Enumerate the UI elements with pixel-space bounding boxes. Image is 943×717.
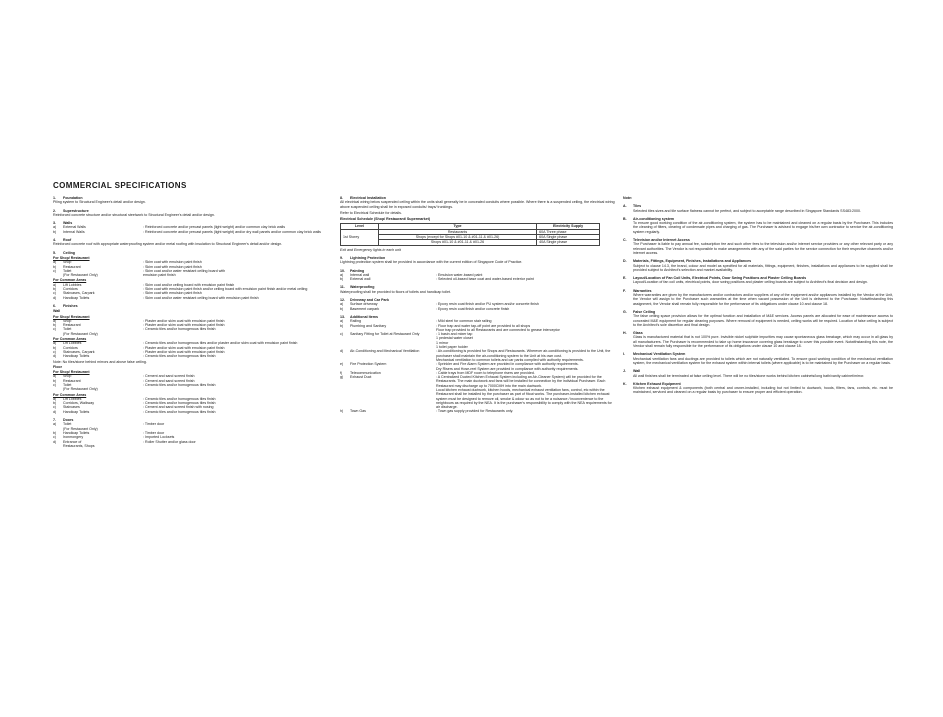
row-value: : Skim coat with emulsion paint finish — [143, 260, 202, 265]
row-value: : Skim coat with emulsion paint finish — [143, 291, 202, 296]
row-label: Toilet — [63, 422, 72, 427]
subheading: For Shop/ Restaurant — [53, 370, 90, 375]
note-item — [623, 310, 893, 327]
row-letter: d) — [340, 349, 344, 354]
table-cell: Shops #01-10 & #01-11 & #01-26 — [378, 240, 536, 245]
note-text: Selected tiles sizes and tile surface flatness cannot be perfect, and subject to acceptable range described in Singapore Standards SS483:2000. — [633, 208, 861, 213]
note-heading: Mechanical Ventilation System — [633, 352, 686, 357]
subheading-floor: Floor — [53, 364, 62, 369]
row-letter: g) — [340, 375, 344, 380]
row-value: : Ceramic tiles and/or homogenous tiles finish — [143, 409, 216, 414]
row-value — [143, 444, 325, 448]
note-item — [623, 204, 893, 213]
row-label: Town Gas — [350, 409, 366, 414]
row-label: Handicap Toilets — [63, 430, 90, 435]
section-number: 6. — [53, 303, 56, 308]
note-letter: D. — [623, 259, 627, 264]
row-value: : Selected oil-based base coat and water-based exterior paint — [436, 277, 534, 282]
table-cell: 60A Single phase — [537, 235, 600, 240]
row-letter: b) — [53, 323, 57, 328]
row-letter: e) — [340, 362, 344, 367]
row-letter: d) — [53, 295, 57, 300]
section-text: Piling system to Structural Engineer's detail and/or design. — [53, 200, 146, 205]
section-heading: Lightning Protection — [350, 255, 386, 260]
note-heading: Television and/or Internet Access — [633, 238, 690, 243]
section-number: 13. — [340, 314, 345, 319]
row-letter: b) — [53, 345, 57, 350]
section-number: 7. — [53, 418, 56, 423]
row-value: : Sprinkler and Fire Alarm System are provided in compliance with authority requirements. Dry Risers and Hose-reel System are provided in compliance with authority requirements. — [436, 362, 579, 371]
row-label: Toilet — [63, 327, 72, 332]
note-text: Layout/Location of fan coil units, electrical points, door swing positions and plaster ceiling boards are subject to Architect's final decision and design. — [633, 280, 868, 285]
note-heading: Layout/Location of Fan Coil Units, Electrical Points, Door Swing Positions and Plaster Ceiling Boards — [633, 276, 807, 281]
section-number: 2. — [53, 208, 56, 213]
spec-row — [53, 387, 325, 391]
section-ceiling — [53, 251, 325, 300]
note-item — [623, 331, 893, 348]
row-label: Handicap Toilets — [63, 409, 90, 414]
row-letter: a) — [53, 422, 57, 427]
note-heading: Air-conditioning system — [633, 216, 675, 221]
section-text: Waterproofing shall be provided to floors of toilets and handicap toilet. — [340, 289, 451, 294]
section-heading: Doors — [63, 418, 74, 423]
row-letter: b) — [53, 229, 57, 234]
row-letter: c) — [53, 435, 56, 440]
row-label: Basement carpark — [350, 306, 380, 311]
subheading: For Common Areas — [53, 278, 87, 283]
row-label: Shop — [63, 374, 72, 379]
row-letter: d) — [53, 354, 57, 359]
note-item — [623, 352, 893, 365]
row-value: : Cable trays from MDF room to telephone risers are provided. — [436, 370, 535, 375]
row-letter: a) — [53, 374, 57, 379]
row-label: (For Restaurant Only) — [63, 426, 98, 431]
row-value: : Skim coat and/or water resistant ceiling board with — [143, 268, 226, 273]
row-label: Sanitary Fitting for Toilet at Restaurant Only — [350, 332, 420, 337]
row-label: Handicap Toilets — [63, 295, 90, 300]
subheading: For Common Areas — [53, 337, 87, 342]
spec-rows — [53, 283, 325, 300]
note-text: To ensure good working condition of the air-conditioning system, the system has to be maintained and cleaned on a regular basis by the Purchaser. This includes the cleaning of filters, clearing of condensate pipes and charging of gas. The Purchaser is advised to engage his/her own contractor to service the air-conditioning system regularly. — [633, 221, 893, 234]
row-label: Restaurant — [63, 378, 81, 383]
row-value: : Skim coat and/or ceiling board with emulsion paint finish — [143, 282, 235, 287]
note-letter: G. — [623, 309, 627, 314]
spec-row — [53, 332, 325, 336]
section-text: Lightning protection system shall be provided in accordance with the current edition of Singapore Code of Practice. — [340, 260, 523, 265]
spec-rows — [53, 374, 325, 391]
row-value: : Cement and sand screed finish — [143, 374, 195, 379]
section-text: Reinforced concrete structure and/or structural steelwork to Structural Engineer's detail and/or design. — [53, 212, 215, 217]
spec-row — [53, 273, 325, 277]
section-lightning — [340, 256, 615, 265]
note-letter: K. — [623, 381, 627, 386]
row-value: : Skim coat and/or water resistant ceiling board with emulsion paint finish — [143, 295, 259, 300]
row-label: Internal wall — [350, 272, 370, 277]
row-letter: a) — [340, 302, 344, 307]
note-text: Kitchen exhaust equipment & components (both central and owner-installed, including but not limited to ductwork, hoods, filters, fans, controls, etc. must be maintained, serviced and cleaned on a regular basis by purchaser to ensure proper and efficient operation. — [633, 386, 893, 395]
row-label: Lift Lobbies — [63, 341, 82, 346]
spec-rows — [53, 422, 325, 448]
row-value: : Roller Shutter and/or glass door — [143, 439, 196, 444]
row-letter: f) — [340, 370, 343, 375]
note-heading: Materials, Fittings, Equipment, Finishes, Installations and Appliances — [633, 259, 752, 264]
section-heading: Ceiling — [63, 250, 75, 255]
section-number: 10. — [340, 268, 345, 273]
spec-row — [53, 410, 325, 414]
column-middle — [340, 196, 615, 418]
column-left — [53, 196, 325, 452]
note-item — [623, 217, 893, 234]
row-label: Handicap Toilets — [63, 354, 90, 359]
row-label: Restaurant — [63, 323, 81, 328]
spec-row — [53, 354, 325, 358]
row-label: Entrance of — [63, 439, 82, 444]
note-item — [623, 259, 893, 272]
row-letter: b) — [53, 430, 57, 435]
row-value: Floor trap provided to all Restaurants and are connected to grease interceptor — [436, 327, 560, 332]
table-header: Level — [341, 224, 379, 229]
note-letter: I. — [623, 352, 625, 357]
row-label: Plumbing and Sanitary — [350, 323, 387, 328]
section-heading: Foundation — [63, 196, 83, 200]
table-header: Type — [378, 224, 536, 229]
section-heading: Electrical Installation — [350, 196, 386, 200]
row-label: Staircases, Carpark — [63, 291, 95, 296]
spec-row — [340, 362, 615, 371]
note-heading: False Ceiling — [633, 309, 656, 314]
row-letter: c) — [53, 327, 56, 332]
row-value: : Ceramic tiles and/or homogenous tiles finish — [143, 396, 216, 401]
spec-rows — [53, 397, 325, 414]
row-label: Internal Walls — [63, 229, 85, 234]
table-cell: 60A Three phase — [537, 229, 600, 234]
row-label: Toilet — [63, 268, 72, 273]
row-letter — [53, 332, 63, 336]
section-painting — [340, 269, 615, 282]
row-letter: a) — [53, 260, 57, 265]
section-heading: Additional Items — [350, 314, 378, 319]
section-number: 9. — [340, 255, 343, 260]
row-letter: a) — [53, 282, 57, 287]
row-value: : Ceramic tiles and/or homogenous tiles finish — [143, 327, 216, 332]
row-letter: b) — [340, 323, 344, 328]
note-letter: C. — [623, 238, 627, 243]
spec-row — [340, 349, 615, 362]
note-letter: F. — [623, 288, 626, 293]
row-value: : Plaster and/or skim coat with emulsion paint finish — [143, 349, 225, 354]
row-value: : Mild steel for common stair railing — [436, 319, 492, 324]
refer-text: Refer to Electrical Schedule for details. — [340, 210, 402, 215]
table-header: Electricity Supply — [537, 224, 600, 229]
table-footnote: Exit and Emergency lights in each unit — [340, 247, 401, 252]
schedule-title: Electrical Schedule (Shop/ Restaurant/ Supermarket) — [340, 217, 431, 222]
section-heading: Finishes — [63, 303, 78, 308]
row-label: Toilet — [63, 382, 72, 387]
row-value: : Epoxy resin coat finish and/or PU system and/or concrete finish — [436, 302, 539, 307]
row-label: Ironmongery — [63, 435, 84, 440]
subheading: For Common Areas — [53, 392, 87, 397]
row-label: Fire Protection System — [350, 362, 387, 367]
note-text: The false ceiling space provision allows for the optimal function and installation of M&E services. Access panels are allocated for ease of maintenance access to concealed M&E equipment for regular cleaning purposes. Where removal of equipment is needed, ceiling works will be required. Location of false ceiling is subject to the Architect's sole discretion and final design. — [633, 314, 893, 327]
row-value: : Plaster and/or skim coat with emulsion paint finish — [143, 323, 225, 328]
note-heading: Glass — [633, 331, 643, 336]
note-letter: E. — [623, 276, 627, 281]
section-electrical — [340, 196, 615, 252]
note-text: All wall finishes shall be terminated at false ceiling level. There will be no tiles/stone works behind kitchen cabinets/long bath/vanity cabinet/mirror. — [633, 373, 865, 378]
row-letter: d) — [53, 409, 57, 414]
section-number: 8. — [340, 196, 343, 200]
row-value: : Reinforced concrete and/or precast panels (light weight) and/or common clay brick walls — [143, 225, 286, 230]
row-value: : Timber door — [143, 422, 165, 427]
finishes-note: Note: No tiles/stone behind mirrors and above false ceiling. — [53, 359, 147, 364]
row-value: : Reinforced concrete and/or precast panels (light weight) and/or dry wall panels and/or common clay brick walls — [143, 229, 321, 234]
row-label: Restaurant — [63, 264, 81, 269]
section-number: 12. — [340, 298, 345, 303]
section-foundation — [53, 196, 325, 205]
row-label: Telecommunication — [350, 370, 381, 375]
row-value: : Plaster and/or skim coat with emulsion paint finish — [143, 318, 225, 323]
row-value: : Cement and sand screed finish — [143, 378, 195, 383]
note-letter: B. — [623, 216, 627, 221]
row-label: (For Restaurant Only) — [63, 387, 98, 392]
column-right — [623, 196, 893, 399]
note-item — [623, 369, 893, 378]
row-value: : Skim coat with emulsion paint finish — [143, 264, 202, 269]
row-letter: a) — [53, 341, 57, 346]
section-superstructure — [53, 209, 325, 218]
note-label: Note: — [623, 196, 633, 200]
table-cell: Shops (except for Shops #01-10 & #01-11 & #01-26) — [378, 235, 536, 240]
row-letter: b) — [53, 264, 57, 269]
row-letter: a) — [53, 396, 57, 401]
spec-row — [53, 296, 325, 300]
section-roof — [53, 238, 325, 247]
row-letter: c) — [340, 332, 343, 337]
section-additional — [340, 315, 615, 414]
row-value: : Air-conditioning is provided for Shops and Restaurants. Wherever air-conditioning is provided to the Unit, the purchaser shall maintain the air-conditioning system to the Unit at his own cost. Mechanical ventilation to common toilets and car parks complied with authority requirements. — [436, 349, 611, 362]
row-label: External Walls — [63, 225, 86, 230]
spec-rows — [53, 225, 325, 234]
row-label: Corridors — [63, 287, 78, 292]
row-letter — [53, 273, 63, 277]
section-heading: Waterproofing — [350, 285, 375, 290]
row-letter — [53, 444, 63, 448]
section-number: 11. — [340, 285, 345, 290]
spec-row — [53, 444, 325, 448]
row-label: Restaurants, Shops — [63, 443, 95, 448]
row-label: Exhaust Duct — [350, 375, 372, 380]
row-value: : Ceramic tiles and/or homogenous tiles finish — [143, 382, 216, 387]
row-value: : Plaster and/or skim coat with emulsion paint finish — [143, 345, 225, 350]
section-heading: Walls — [63, 221, 73, 226]
note-heading: Kitchen Exhaust Equipment — [633, 381, 681, 386]
note-letter: A. — [623, 204, 627, 209]
section-number: 4. — [53, 238, 56, 243]
note-text: Where warranties are given by the manufacturers and/or contractors and/or suppliers of any of the equipment and/or appliances installed by the Vendor at the Unit, the Vendor will assign to the Purchaser such warranties at the time when vacant possession of the Unit is delivered to the Purchaser. Notwithstanding this assignment, the Vendor shall remain fully responsible for the performance of its obligations under clause 10 and clause 18. — [633, 293, 893, 306]
row-value: : Skim coat with emulsion paint finish and/or ceiling board with emulsion paint finish and/or metal ceiling — [143, 287, 308, 292]
note-heading: Warranties — [633, 288, 652, 293]
row-letter: a) — [53, 225, 57, 230]
spec-row — [340, 307, 615, 311]
spec-row — [53, 230, 325, 234]
row-value: : Ceramic tiles and/or homogenous tiles finish — [143, 354, 216, 359]
spec-row — [340, 277, 615, 281]
section-text: All electrical wiring below suspended ceiling within the units shall generally be in concealed conduits where possible. Where there is a suspended ceiling, the electrical wiring above suspended ceiling shall be in exposed conduits/ trays/ trunkings. — [340, 200, 615, 209]
spec-row — [340, 375, 615, 409]
note-text: Glass is manufactured material that is not 100% pure. Invisible nickel sulphide impurities may cause spontaneous glass breakage, which may occur in all glass by all manufacturers. The Purchaser is recommended to take up home insurance covering glass breakage to cover this possible event. Notwithstanding this note, the Vendor shall remain fully responsible for the performance of its obligations under clause 10 and clause 18. — [633, 335, 893, 349]
row-label: Corridors, Walkway — [63, 401, 95, 406]
electrical-schedule-table — [340, 223, 600, 245]
row-letter: a) — [53, 318, 57, 323]
section-finishes — [53, 304, 325, 414]
row-label: Railing — [350, 319, 361, 324]
note-item — [623, 238, 893, 255]
section-heading: Painting — [350, 268, 365, 273]
row-value: : 1 basin and mixer tap 1 pedestal water closet 1 mirror 1 toilet paper holder — [436, 332, 473, 350]
section-number: 3. — [53, 221, 56, 226]
section-number: 5. — [53, 250, 56, 255]
note-letter: H. — [623, 331, 627, 336]
row-value: : Timber door — [143, 430, 165, 435]
row-value: emulsion paint finish — [143, 273, 176, 278]
row-letter: c) — [53, 405, 56, 410]
spec-row — [340, 409, 615, 413]
row-value: : Cement and sand screed finish with nosing — [143, 405, 214, 410]
row-value: : A Centralized Ducted Kitchen Exhaust System including an Air-Cleaner System) will be provided for the Restaurants. The main ductwork and fans will be installed for connection by the individual Purchaser. Each Restaurant may discharge up to 7000CMH into the main ductwork. Local kitchen exhaust ductwork, kitchen hoods, mechanical exhaust ventilation fans, control, etc within the Restaurant shall be installed by the purchaser as part of fitout works. The purchaser-installed kitchen exhaust system must be designed to remove oil, smoke & odour so as not to be a nuisance / inconvenience to the neighbours as required by the NEA. It is the purchaser's responsibility to comply with the NEA requirements for air discharge. — [436, 375, 612, 410]
section-doors — [53, 418, 325, 448]
section-waterproofing — [340, 285, 615, 294]
note-heading: Wall — [633, 369, 641, 374]
spec-rows — [53, 260, 325, 277]
row-label: Shop — [63, 260, 72, 265]
row-label: (For Restaurant Only) — [63, 273, 98, 278]
table-cell-level: 1st Storey — [341, 229, 379, 245]
row-letter: a) — [340, 272, 344, 277]
row-letter: d) — [53, 439, 57, 444]
row-label: External wall — [350, 277, 371, 282]
row-letter: c) — [53, 349, 56, 354]
section-driveway — [340, 298, 615, 311]
spec-rows — [340, 302, 615, 311]
row-value — [143, 332, 325, 336]
table-cell: Restaurants — [378, 229, 536, 234]
row-letter: a) — [340, 319, 344, 324]
row-value — [143, 387, 325, 391]
spec-rows — [340, 319, 615, 414]
note-text: The Purchaser is liable to pay annual fee, subscription fee and such other fees to the television and/or internet service providers or any other relevant party or any relevant authorities. The Vendor is not responsible to make arrangements with any of the said parties for the service connection for their respective channels and/or internet access. — [633, 242, 893, 255]
row-value: : Emulsion water-based paint — [436, 272, 483, 277]
row-label: Air-Conditioning and Mechanical Ventilation — [350, 349, 420, 354]
row-label: (For Restaurant Only) — [63, 331, 98, 336]
row-letter — [53, 387, 63, 391]
row-label: Corridors — [63, 345, 78, 350]
section-heading: Driveway and Car Park — [350, 298, 389, 303]
note-text: Subject to clause 14.3, the brand, colour and model as specified for all materials, fittings, equipment, finishes, installations and appliances to be supplied shall be provided subject to Architect's selection and market availability. — [633, 263, 893, 272]
row-label: Staircases — [63, 405, 80, 410]
page-title: COMMERCIAL SPECIFICATIONS — [53, 181, 187, 190]
row-value: : Ceramic tiles and/or homogenous tiles and/or plaster and/or skim coat with emulsion paint finish — [143, 341, 298, 346]
spec-row — [340, 332, 615, 349]
row-value: : Town gas supply provided for Restaurants only. — [436, 409, 514, 414]
subheading: For Shop/ Restaurant — [53, 314, 90, 319]
row-label: Lift Lobbies — [63, 396, 82, 401]
note-item — [623, 289, 893, 306]
row-label: Lift Lobbies — [63, 282, 82, 287]
note-item — [623, 382, 893, 395]
note-text: Mechanical ventilation fans and ductings are provided to toilets which are not naturally ventilated. To ensure good working condition of the mechanical ventilation system, the mechanical ventilation system for the exhaust system within internal toilets (where applicable) is to be maintained by the Purchaser on a regular basis. — [633, 356, 893, 365]
row-letter: h) — [340, 409, 344, 414]
row-label: Staircases, Carpark — [63, 349, 95, 354]
row-label: Surface driveway — [350, 302, 378, 307]
row-letter: c) — [53, 382, 56, 387]
section-text: Reinforced concrete roof with appropriate waterproofing system and/or metal roofing with insulation to Structural Engineer's detail and/or design. — [53, 242, 283, 247]
note-letter: J. — [623, 369, 626, 374]
spec-rows — [53, 319, 325, 336]
subheading-wall: Wall — [53, 309, 61, 314]
subheading: For Shop/ Restaurant — [53, 255, 90, 260]
note-heading: Tiles — [633, 204, 642, 209]
row-letter: b) — [53, 287, 57, 292]
section-walls — [53, 221, 325, 234]
spec-rows — [53, 341, 325, 358]
row-letter: b) — [53, 378, 57, 383]
table-cell: 40A Single phase — [537, 240, 600, 245]
row-letter: b) — [53, 401, 57, 406]
section-heading: Roof — [63, 238, 72, 243]
row-letter: c) — [53, 268, 56, 273]
notes-list — [623, 204, 893, 394]
section-heading: Superstructure — [63, 208, 89, 213]
row-label: Shop — [63, 318, 72, 323]
section-number: 1. — [53, 196, 56, 200]
spec-rows — [340, 273, 615, 282]
row-value: : Ceramic tiles and/or homogenous tiles finish — [143, 401, 216, 406]
row-letter: b) — [340, 277, 344, 282]
row-value: : Floor trap and water tap-off point are provided to all shops — [436, 323, 531, 328]
note-item — [623, 276, 893, 285]
row-letter: b) — [340, 306, 344, 311]
row-value: : Epoxy resin coat finish and/or concrete finish — [436, 306, 510, 311]
row-letter: c) — [53, 291, 56, 296]
row-value: : Imported Locksets — [143, 435, 175, 440]
